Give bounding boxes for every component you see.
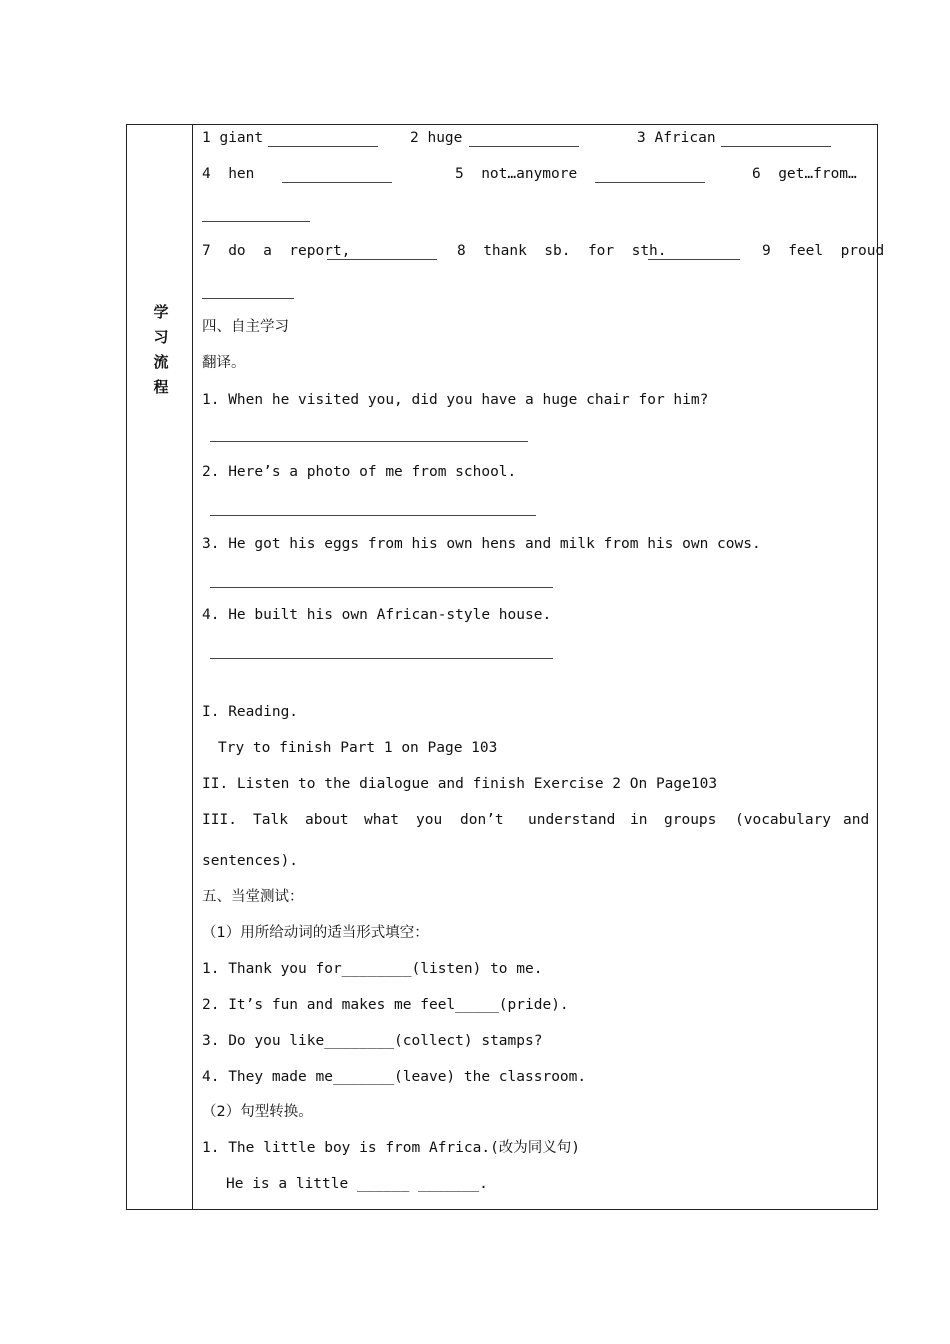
vocab-item: 3 African bbox=[637, 130, 716, 146]
answer-blank[interactable] bbox=[648, 259, 740, 260]
fill-in-item: 4. They made me_______(leave) the classroom. bbox=[202, 1069, 587, 1085]
talk-word: what bbox=[364, 812, 399, 828]
answer-blank[interactable] bbox=[282, 182, 392, 183]
vocab-item: 6 get…from… bbox=[752, 166, 857, 182]
translate-sentence: 4. He built his own African-style house. bbox=[202, 607, 552, 623]
answer-blank[interactable] bbox=[202, 221, 310, 222]
vocab-item: 7 do a report, bbox=[202, 243, 351, 259]
section-heading: 四、自主学习 bbox=[202, 319, 289, 335]
fill-in-item: 3. Do you like________(collect) stamps? bbox=[202, 1033, 543, 1049]
answer-blank[interactable] bbox=[202, 298, 294, 299]
answer-blank[interactable] bbox=[327, 259, 437, 260]
talk-word: don’t bbox=[460, 812, 504, 828]
talk-word: in bbox=[630, 812, 648, 828]
vocab-item: 8 thank sb. for sth. bbox=[457, 243, 667, 259]
side-label-char: 习 bbox=[153, 328, 169, 346]
talk-word: you bbox=[416, 812, 443, 828]
fill-in-item: 1. Thank you for________(listen) to me. bbox=[202, 961, 543, 977]
reading-instruction: Try to finish Part 1 on Page 103 bbox=[218, 740, 498, 756]
vocab-item: 1 giant bbox=[202, 130, 264, 146]
subsection-heading: （1）用所给动词的适当形式填空： bbox=[202, 925, 429, 941]
answer-line[interactable] bbox=[210, 587, 553, 588]
vocab-item: 2 huge bbox=[410, 130, 463, 146]
talk-word: understand bbox=[528, 812, 616, 828]
vocab-item: 4 hen bbox=[202, 166, 255, 182]
talk-word: about bbox=[305, 812, 349, 828]
talk-continuation: sentences). bbox=[202, 853, 299, 869]
reading-heading: I. Reading. bbox=[202, 704, 299, 720]
answer-blank[interactable] bbox=[721, 146, 831, 147]
talk-word: Talk bbox=[253, 812, 288, 828]
vocab-item: 9 feel proud bbox=[762, 243, 885, 259]
answer-line[interactable] bbox=[210, 515, 536, 516]
translate-sentence: 3. He got his eggs from his own hens and milk from his own cows. bbox=[202, 536, 761, 552]
talk-word: III. bbox=[202, 812, 237, 828]
fill-in-item: 2. It’s fun and makes me feel_____(pride). bbox=[202, 997, 569, 1013]
side-label-learning-process bbox=[150, 300, 172, 400]
translate-sentence: 2. Here’s a photo of me from school. bbox=[202, 464, 517, 480]
listening-instruction: II. Listen to the dialogue and finish Exercise 2 On Page103 bbox=[202, 776, 718, 792]
section-heading: 五、当堂测试： bbox=[202, 889, 304, 905]
answer-line[interactable] bbox=[210, 441, 528, 442]
talk-word: (vocabulary bbox=[735, 812, 832, 828]
talk-word: and bbox=[843, 812, 870, 828]
vocab-item: 5 not…anymore bbox=[455, 166, 578, 182]
translate-sentence: 1. When he visited you, did you have a huge chair for him? bbox=[202, 392, 709, 408]
answer-blank[interactable] bbox=[469, 146, 579, 147]
answer-blank[interactable] bbox=[268, 146, 378, 147]
side-label-char: 程 bbox=[153, 378, 169, 396]
translate-label: 翻译。 bbox=[202, 355, 246, 371]
transform-answer: He is a little ______ _______. bbox=[226, 1176, 488, 1192]
talk-word: groups bbox=[664, 812, 717, 828]
answer-blank[interactable] bbox=[595, 182, 705, 183]
transform-item: 1. The little boy is from Africa.(改为同义句) bbox=[202, 1140, 581, 1156]
answer-line[interactable] bbox=[210, 658, 553, 659]
subsection-heading: （2）句型转换。 bbox=[202, 1104, 313, 1120]
column-divider bbox=[192, 124, 193, 1210]
side-label-char: 学 bbox=[153, 303, 169, 321]
side-label-char: 流 bbox=[153, 353, 169, 371]
